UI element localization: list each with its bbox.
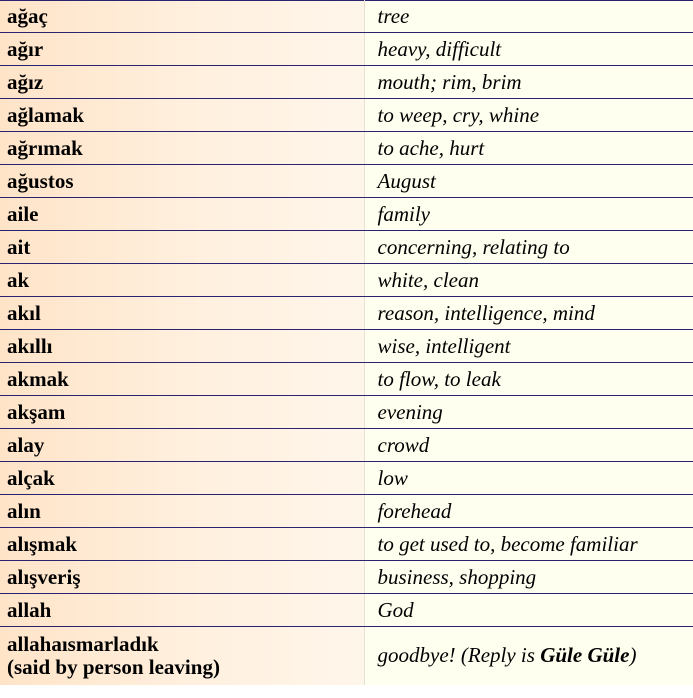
turkish-word: alay xyxy=(0,429,364,462)
table-row xyxy=(0,462,693,495)
turkish-word-cell xyxy=(0,627,364,685)
english-meaning: white, clean xyxy=(364,264,693,297)
turkish-word: akıllı xyxy=(0,330,364,363)
turkish-word: ağız xyxy=(0,66,364,99)
table-row xyxy=(0,264,693,297)
turkish-word: ağlamak xyxy=(0,99,364,132)
table-row xyxy=(0,495,693,528)
table-row xyxy=(0,231,693,264)
english-meaning: family xyxy=(364,198,693,231)
turkish-word: ak xyxy=(0,264,364,297)
turkish-word: alışmak xyxy=(0,528,364,561)
turkish-word: ait xyxy=(0,231,364,264)
turkish-word: alışveriş xyxy=(0,561,364,594)
english-meaning: wise, intelligent xyxy=(364,330,693,363)
turkish-word: ağustos xyxy=(0,165,364,198)
english-meaning: crowd xyxy=(364,429,693,462)
english-meaning: reason, intelligence, mind xyxy=(364,297,693,330)
english-meaning: August xyxy=(364,165,693,198)
english-meaning: God xyxy=(364,594,693,627)
table-row xyxy=(0,363,693,396)
table-row xyxy=(0,627,693,685)
english-meaning: goodbye! (Reply is xyxy=(377,643,541,668)
turkish-word: aile xyxy=(0,198,364,231)
english-meaning: business, shopping xyxy=(364,561,693,594)
table-row xyxy=(0,297,693,330)
table-row xyxy=(0,33,693,66)
turkish-word: alçak xyxy=(0,462,364,495)
english-meaning: mouth; rim, brim xyxy=(364,66,693,99)
table-row xyxy=(0,528,693,561)
table-row xyxy=(0,561,693,594)
turkish-word: allahaısmarladık xyxy=(7,631,159,656)
table-row xyxy=(0,330,693,363)
table-row xyxy=(0,198,693,231)
english-meaning: heavy, difficult xyxy=(364,33,693,66)
english-meaning: to flow, to leak xyxy=(364,363,693,396)
turkish-word: ağır xyxy=(0,33,364,66)
word-note: (said by person leaving) xyxy=(7,654,220,679)
english-meaning: low xyxy=(364,462,693,495)
english-meaning: forehead xyxy=(364,495,693,528)
english-meaning: evening xyxy=(364,396,693,429)
table-row xyxy=(0,66,693,99)
turkish-word: akmak xyxy=(0,363,364,396)
table-row xyxy=(0,594,693,627)
english-meaning: tree xyxy=(364,1,693,33)
vocabulary-table-body xyxy=(0,1,693,685)
english-meaning: to ache, hurt xyxy=(364,132,693,165)
table-row xyxy=(0,396,693,429)
english-meaning: to weep, cry, whine xyxy=(364,99,693,132)
turkish-word: ağrımak xyxy=(0,132,364,165)
english-meaning: to get used to, become familiar xyxy=(364,528,693,561)
table-row xyxy=(0,132,693,165)
english-meaning: concerning, relating to xyxy=(364,231,693,264)
table-row xyxy=(0,429,693,462)
turkish-word: alın xyxy=(0,495,364,528)
table-row xyxy=(0,1,693,33)
english-meaning-cell xyxy=(364,627,693,685)
english-meaning-suffix: ) xyxy=(629,643,637,668)
table-row xyxy=(0,165,693,198)
reply-phrase: Güle Güle xyxy=(540,643,630,668)
table-row xyxy=(0,99,693,132)
turkish-word: akşam xyxy=(0,396,364,429)
turkish-word: akıl xyxy=(0,297,364,330)
turkish-word: allah xyxy=(0,594,364,627)
turkish-word: ağaç xyxy=(0,1,364,33)
